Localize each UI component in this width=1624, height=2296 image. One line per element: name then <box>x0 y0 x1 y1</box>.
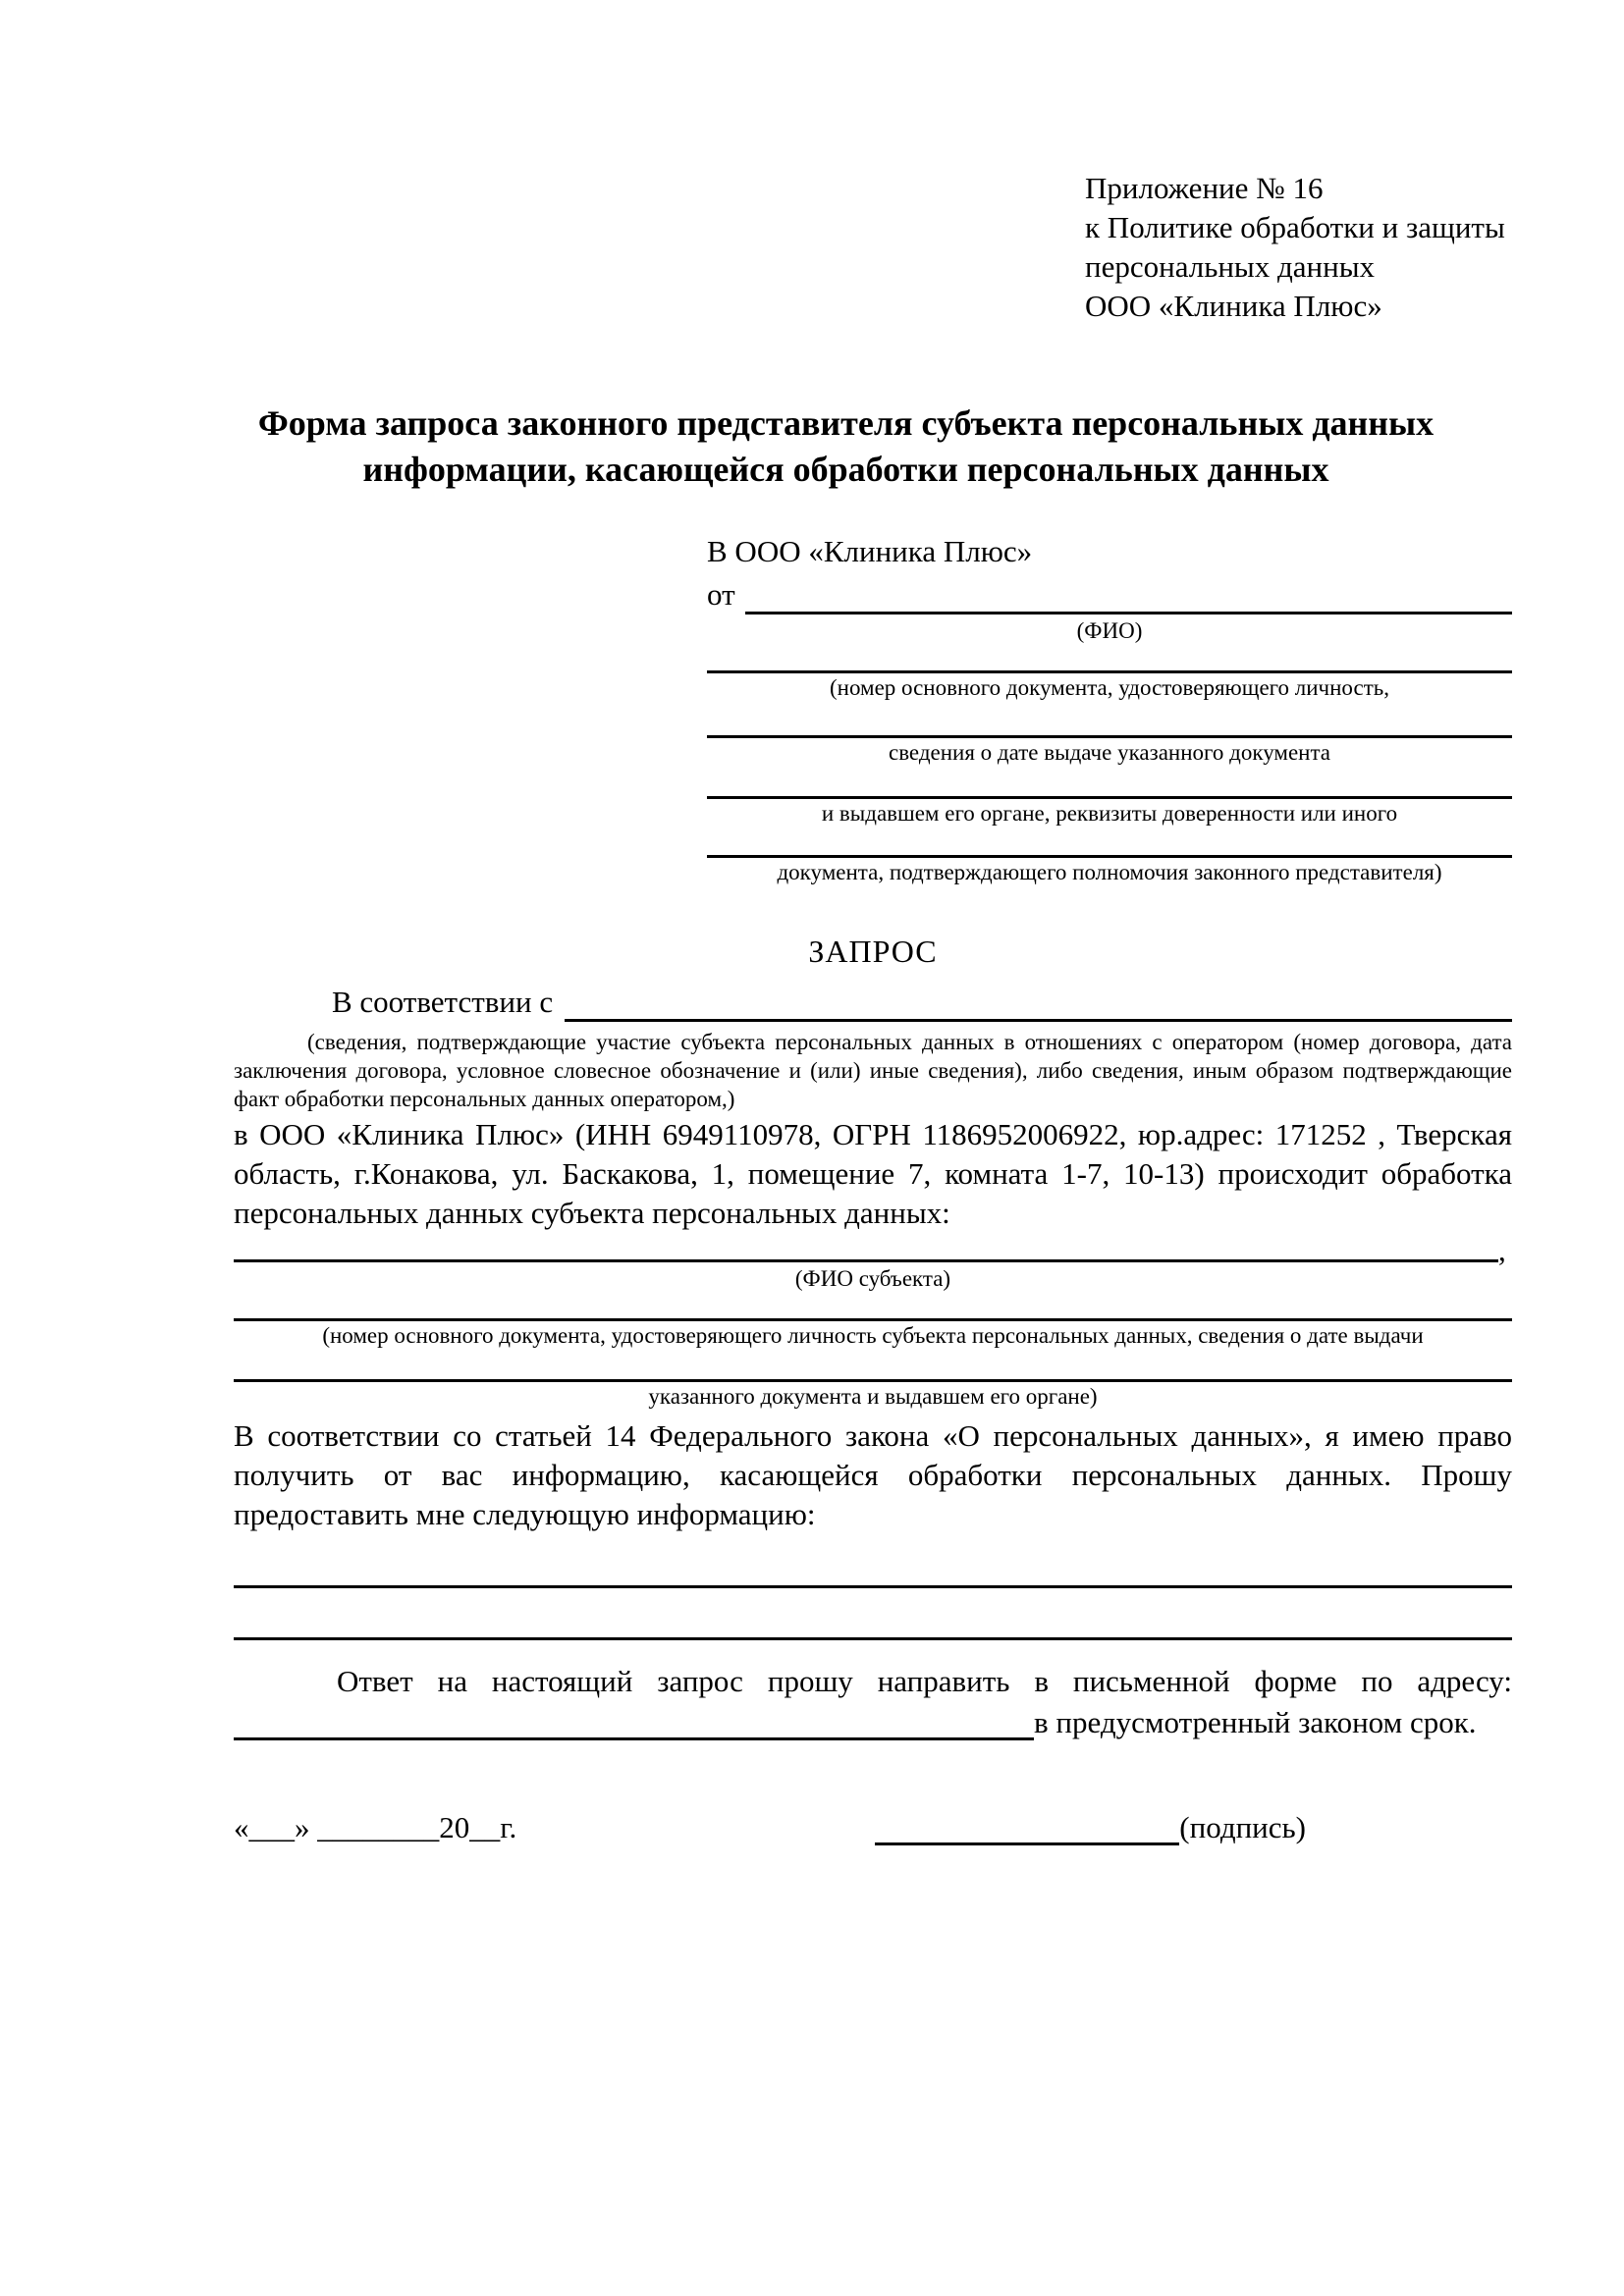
document-title-line: Форма запроса законного представителя субъекта персональных данных <box>257 403 1435 443</box>
info-fill-line-2 <box>234 1588 1512 1640</box>
reply-address-row <box>234 1705 1512 1742</box>
subject-doc-unit <box>234 1293 1512 1350</box>
paragraph-indent <box>234 985 332 1024</box>
subject-fio-caption: (ФИО субъекта) <box>794 1266 951 1291</box>
operator-paragraph: в ООО «Клиника Плюс» (ИНН 6949110978, ОГРН 1186952006922, юр.адрес: 171252 , Тверская область, г.Конакова, ул. Баскакова, 1, помещение 7, комната 1-7, 10-13) происходит обработка персональных данных субъекта персональных данных: <box>234 1117 1512 1230</box>
date-blank: «___» ________20__г. <box>234 1810 517 1844</box>
reply-tail-text: в предусмотренный законом срок. <box>1034 1705 1477 1739</box>
doc-caption-4: документа, подтверждающего полномочия законного представителя) <box>777 860 1442 884</box>
representative-doc-unit <box>707 767 1512 828</box>
representative-doc-unit <box>707 645 1512 702</box>
reply-paragraph: Ответ на настоящий запрос прошу направить в письменной форме по адресу: <box>337 1664 1512 1698</box>
from-row <box>707 575 1512 616</box>
doc-caption-1: (номер основного документа, удостоверяющего личность, <box>829 675 1389 700</box>
accordance-row <box>234 985 1512 1024</box>
subject-fio-fill-line <box>234 1233 1498 1262</box>
doc-fill-line-1 <box>707 645 1512 673</box>
doc-caption-2: сведения о дате выдаче указанного документа <box>888 740 1331 765</box>
subject-doc-unit <box>234 1350 1512 1411</box>
accordance-fill-line <box>565 985 1512 1022</box>
appendix-line: к Политике обработки и защиты <box>1085 210 1505 244</box>
fio-caption: (ФИО) <box>1076 618 1143 643</box>
subject-doc-caption-1: (номер основного документа, удостоверяющего личность субъекта персональных данных, сведения о дате выдачи <box>322 1323 1424 1348</box>
info-fill-line-1 <box>234 1560 1512 1588</box>
law-paragraph: В соответствии со статьей 14 Федерального закона «О персональных данных», я имею право получить от вас информацию, касающейся обработки персональных данных. Прошу предоставить мне следующую информацию: <box>234 1418 1512 1531</box>
organization-line: В ООО «Клиника Плюс» <box>707 534 1033 568</box>
signature-fill-line <box>875 1807 1179 1845</box>
from-label: от <box>707 577 735 612</box>
doc-fill-line-4 <box>707 828 1512 858</box>
signature-group <box>875 1807 1306 1847</box>
doc-fill-line-2 <box>707 702 1512 738</box>
accordance-label: В соответствии с <box>332 985 554 1019</box>
address-fill-line <box>234 1705 1034 1740</box>
representative-doc-unit <box>707 702 1512 767</box>
subject-doc-caption-2: указанного документа и выдавшем его органе) <box>648 1384 1098 1409</box>
appendix-line: Приложение № 16 <box>1085 171 1324 205</box>
subject-fio-comma: , <box>1498 1233 1506 1267</box>
request-heading: ЗАПРОС <box>808 934 938 969</box>
subject-doc-fill-line-1 <box>234 1293 1512 1321</box>
appendix-line: персональных данных <box>1085 249 1376 284</box>
subject-doc-fill-line-2 <box>234 1350 1512 1382</box>
addressee-block <box>707 532 1512 886</box>
appendix-line: ООО «Клиника Плюс» <box>1085 289 1382 323</box>
doc-caption-3: и выдавшем его органе, реквизиты доверенности или иного <box>821 801 1398 826</box>
footer-row <box>234 1807 1512 1847</box>
from-fill-line <box>745 575 1512 614</box>
document-title <box>180 400 1512 493</box>
representative-doc-unit <box>707 828 1512 886</box>
signature-caption: (подпись) <box>1179 1810 1306 1844</box>
document-title-line: информации, касающейся обработки персональных данных <box>362 450 1329 489</box>
subject-fio-row <box>234 1233 1512 1267</box>
doc-fill-line-3 <box>707 767 1512 799</box>
legal-note: (сведения, подтверждающие участие субъекта персональных данных в отношениях с оператором (номер договора, дата заключения договора, условное словесное обозначение и (или) иные сведения), либо сведения, иным образом подтверждающие факт обработки персональных данных оператором,) <box>234 1030 1512 1111</box>
appendix-note <box>1085 169 1512 326</box>
